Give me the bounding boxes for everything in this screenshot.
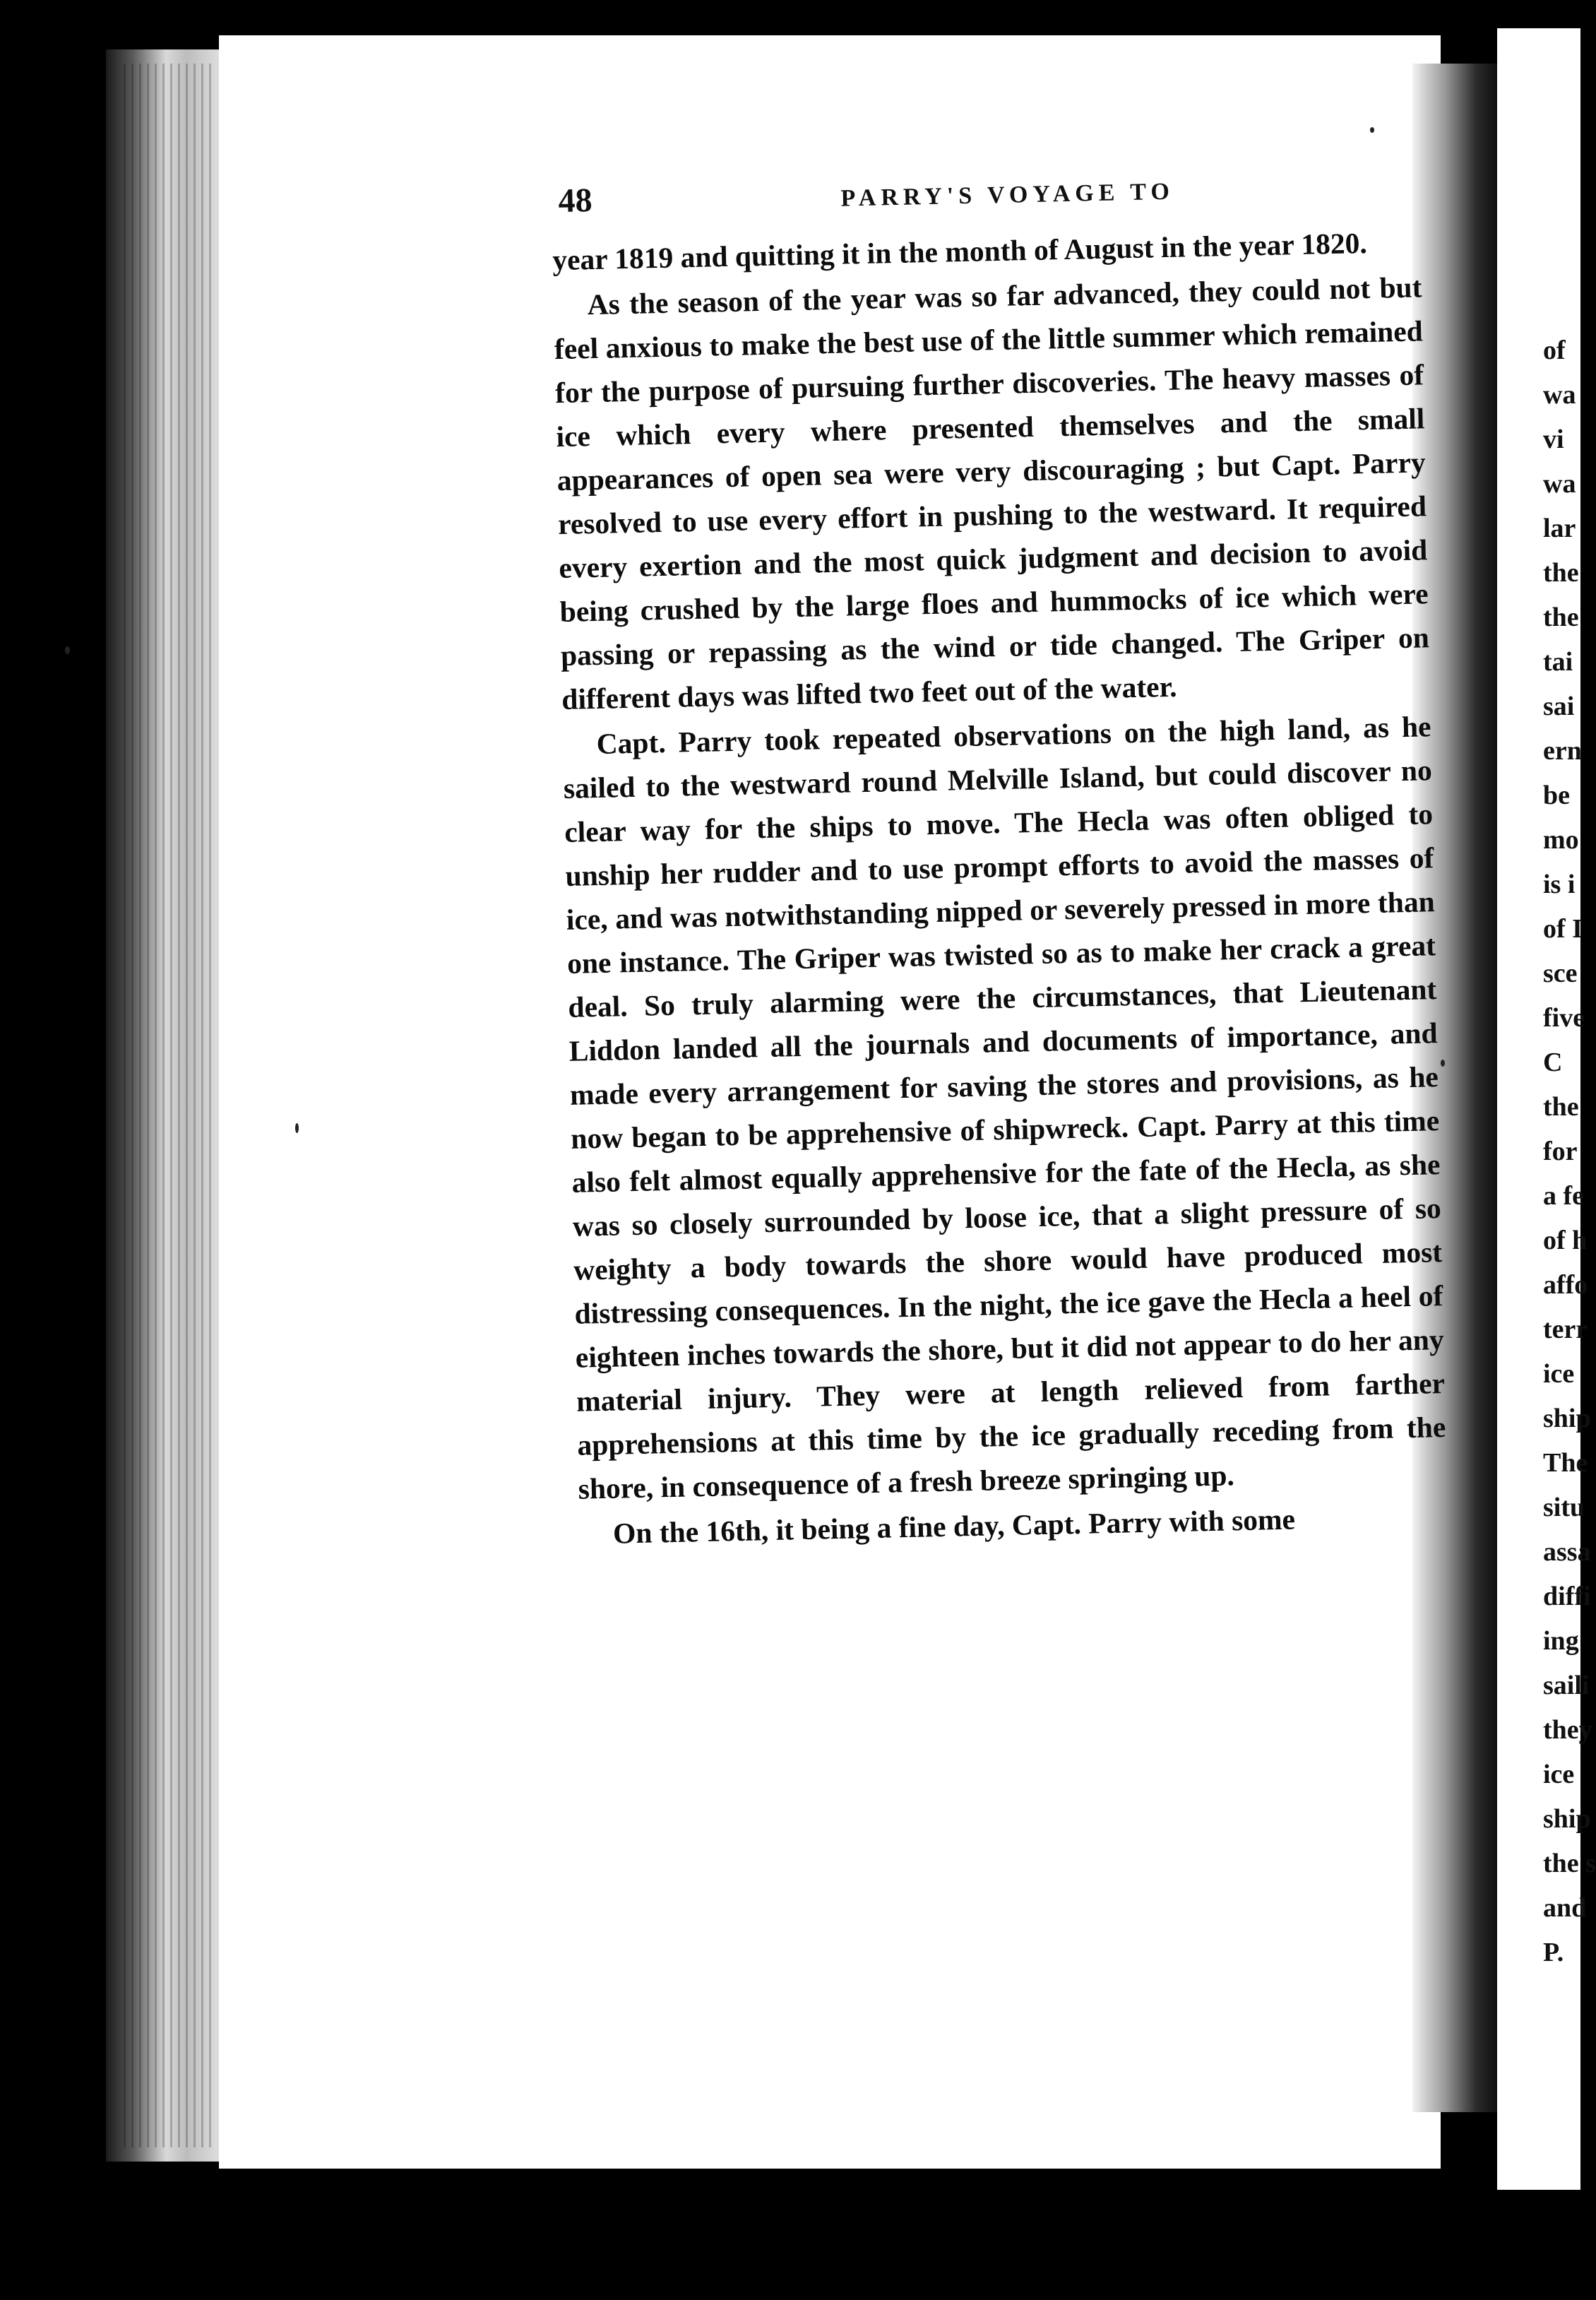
paragraph: As the season of the year was so far advanced, they could not but feel anxious to make the best use of the little summer which remained for the purpose of pursuing further discoveries. The heavy masses of ice which every where presented themselves and the small appearances of open sea were very discouraging ; but Capt. Parry resolved to use every effort in pushing to the westward. It required every exertion and the most quick judgment and decision to avoid being crushed by the large floes and hummocks of ice which were passing or repassing as the wind or tide changed. The Griper on different days was lifted two feet out of the water. — [554, 271, 1430, 716]
facing-page-fragment: the — [1543, 558, 1579, 588]
facing-page-fragment: of I — [1543, 914, 1583, 944]
facing-page-fragment: is i — [1543, 870, 1576, 899]
facing-page-text — [1543, 328, 1596, 1975]
facing-page-fragment: five — [1543, 1003, 1585, 1033]
page-content — [523, 163, 1448, 1556]
scan-speck — [1370, 127, 1374, 133]
facing-page-fragment: ship — [1543, 1404, 1591, 1433]
paragraph: Capt. Parry took repeated observations on the high land, as he sailed to the westward round Melville Island, but could discover no clear way for the ships to move. The Hecla was often obliged to unship her rudder and to use prompt efforts to avoid the masses of ice, and was notwithstanding nipped or severely pressed in more than one instance. The Griper was twisted so as to make her crack a great deal. So truly alarming were the circumstances, that Lieutenant Liddon landed all the journals and documents of importance, and made every arrangement for saving the stores and provisions, as he now began to be apprehensive of shipwreck. Capt. Parry at this time also felt almost equally apprehensive for the fate of the Hecla, as she was so closely surrounded by loose ice, that a slight pressure of so weighty a body towards the shore would have produced most distressing consequences. In the night, the ice gave the Hecla a heel of eighteen inches towards the shore, but it did not appear to do her any material injury. They were at length relieved from farther apprehensions at this time by the ice gradually receding from the shore, in consequence of a fresh breeze springing up. — [563, 710, 1446, 1505]
facing-page-fragment: ice — [1543, 1359, 1575, 1389]
facing-page-fragment: lar — [1543, 514, 1576, 543]
facing-page-fragment: the s — [1543, 1849, 1596, 1878]
facing-page-fragment: a fe — [1543, 1181, 1585, 1211]
scan-speck — [1441, 1060, 1445, 1067]
running-title: PARRY'S VOYAGE TO — [840, 178, 1175, 212]
facing-page-fragment: wa — [1543, 380, 1576, 410]
facing-page-fragment: the — [1543, 603, 1579, 632]
facing-page-fragment: ice — [1543, 1760, 1575, 1789]
facing-page-fragment: situ — [1543, 1493, 1585, 1522]
page-number: 48 — [558, 181, 593, 220]
facing-page-fragment: the — [1543, 1092, 1579, 1122]
facing-page-fragment: P. — [1543, 1938, 1564, 1967]
facing-page-fragment: wa — [1543, 469, 1576, 499]
facing-page-fragment: and — [1543, 1893, 1587, 1923]
scan-speck — [65, 646, 70, 654]
facing-page-fragment: The — [1543, 1448, 1588, 1478]
facing-page-fragment: of — [1543, 336, 1566, 365]
scan-speck — [295, 1123, 299, 1133]
facing-page-fragment: assa — [1543, 1537, 1591, 1567]
facing-page-fragment: C — [1543, 1048, 1563, 1077]
facing-page-fragment: saili — [1543, 1671, 1590, 1700]
facing-page-fragment: tai — [1543, 647, 1573, 677]
facing-page-fragment: ing — [1543, 1626, 1579, 1656]
facing-page-fragment: affo — [1543, 1270, 1588, 1300]
facing-page-fragment: terr — [1543, 1315, 1588, 1344]
facing-page-fragment: for — [1543, 1137, 1578, 1166]
paragraph: On the 16th, it being a fine day, Capt. Parry with some — [612, 1502, 1296, 1550]
facing-page-fragment: sce — [1543, 959, 1578, 988]
facing-page-fragment: of h — [1543, 1226, 1588, 1255]
facing-page-fragment: diffi — [1543, 1582, 1591, 1611]
facing-page-fragment: be — [1543, 781, 1570, 810]
facing-page-fragment: sai — [1543, 692, 1575, 721]
facing-page-fragment: ern — [1543, 736, 1582, 766]
page-edge-lines — [124, 64, 215, 2147]
facing-page-fragment: mo — [1543, 825, 1579, 855]
facing-page-fragment: they — [1543, 1715, 1592, 1745]
body-text — [524, 220, 1448, 1556]
facing-page-fragment: vi — [1543, 425, 1564, 454]
facing-page-fragment: ship — [1543, 1804, 1591, 1834]
paragraph: year 1819 and quitting it in the month of August in the year 1820. — [552, 226, 1368, 277]
